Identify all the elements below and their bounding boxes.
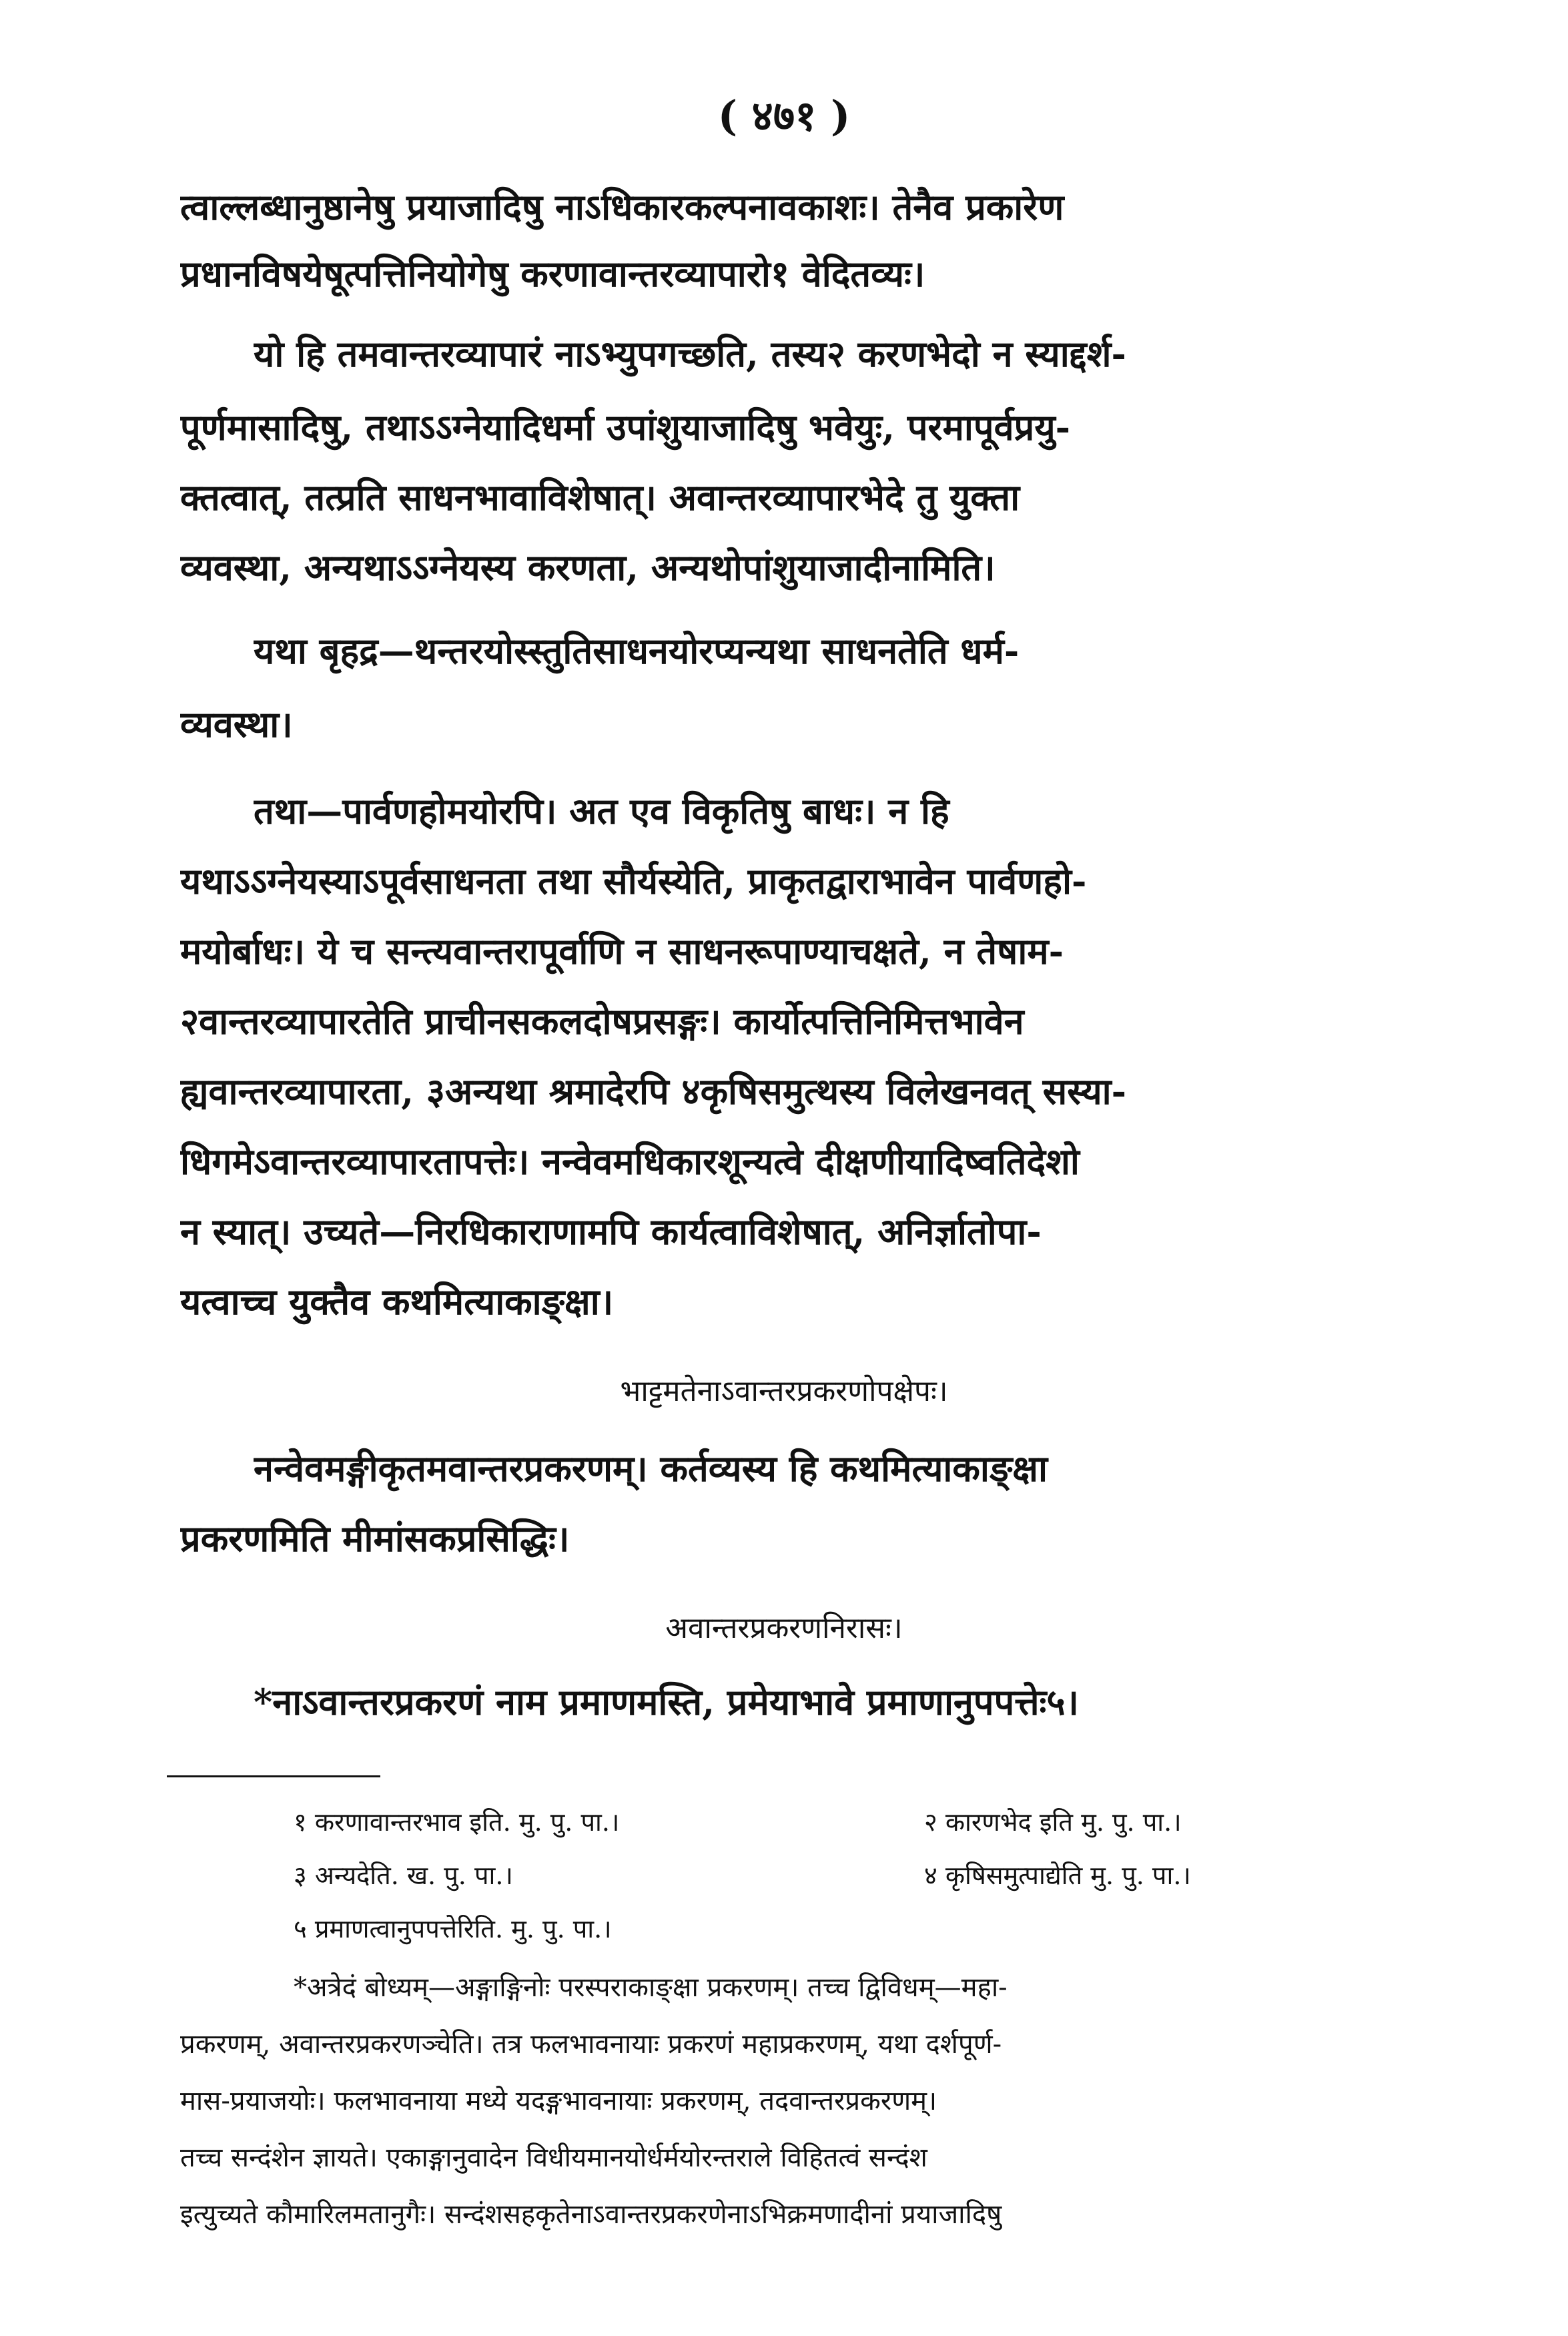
- footnote-separator: [167, 1775, 380, 1777]
- footnote: ३ अन्यदेति. ख. पु. पा.।: [294, 1861, 513, 1890]
- body-line: २वान्तरव्यापारतेति प्राचीनसकलदोषप्रसङ्गः। कार्योत्पत्तिनिमित्तभावेन: [180, 1000, 1024, 1043]
- body-line: पूर्णमासादिषु, तथाऽऽग्नेयादिधर्मा उपांशुयाजादिषु भवेयुः, परमापूर्वप्रयु-: [180, 406, 1071, 449]
- body-line: *नाऽवान्तरप्रकरणं नाम प्रमाणमस्ति, प्रमेयाभावे प्रमाणानुपपत्तेः५।: [254, 1681, 1080, 1723]
- footnote: ५ प्रमाणत्वानुपपत्तेरिति. मु. पु. पा.।: [294, 1914, 612, 1944]
- body-line: मयोर्बाधः। ये च सन्त्यवान्तरापूर्वाणि न साधनरूपाण्याचक्षते, न तेषाम-: [180, 930, 1064, 972]
- body-line: यथाऽऽग्नेयस्याऽपूर्वसाधनता तथा सौर्यस्येति, प्राकृतद्वाराभावेन पार्वणहो-: [180, 860, 1087, 902]
- body-line: प्रकरणमिति मीमांसकप्रसिद्धिः।: [180, 1517, 570, 1560]
- body-line: यथा बृहद्र—थन्तरयोस्स्तुतिसाधनयोरप्यन्यथा साधनतेति धर्म-: [254, 629, 1020, 672]
- footnote: २ कारणभेद इति मु. पु. पा.।: [924, 1807, 1182, 1837]
- note-line: *अत्रेदं बोध्यम्—अङ्गाङ्गिनोः परस्पराकाङ्क्षा प्रकरणम्। तच्च द्विविधम्—महा-: [294, 1972, 1008, 2003]
- body-line: धिगमेऽवान्तरव्यापारतापत्तेः। नन्वेवमधिकारशून्यत्वे दीक्षणीयादिष्वतिदेशो: [180, 1140, 1080, 1183]
- body-line: यत्वाच्च युक्तैव कथमित्याकाङ्क्षा।: [180, 1280, 614, 1323]
- body-line: यो हि तमवान्तरव्यापारं नाऽभ्युपगच्छति, तस्य२ करणभेदो न स्याद्दर्श-: [254, 332, 1126, 375]
- body-line: त्वाल्लब्धानुष्ठानेषु प्रयाजादिषु नाऽधिकारकल्पनावकाशः। तेनैव प्रकारेण: [180, 186, 1064, 228]
- footnote: १ करणावान्तरभाव इति. मु. पु. पा.।: [294, 1807, 620, 1837]
- page-number: ( ४७१ ): [717, 91, 851, 140]
- footnote: ४ कृषिसमुत्पाद्येति मु. पु. पा.।: [924, 1861, 1191, 1890]
- note-line: मास-प्रयाजयोः। फलभावनाया मध्ये यदङ्गभावनायाः प्रकरणम्, तदवान्तरप्रकरणम्।: [180, 2086, 937, 2116]
- body-line: प्रधानविषयेषूत्पत्तिनियोगेषु करणावान्तरव्यापारो१ वेदितव्यः।: [180, 252, 925, 295]
- body-line: क्तत्वात्, तत्प्रति साधनभावाविशेषात्। अवान्तरव्यापारभेदे तु युक्ता: [180, 476, 1020, 519]
- note-line: प्रकरणम्, अवान्तरप्रकरणञ्चेति। तत्र फलभावनायाः प्रकरणं महाप्रकरणम्, यथा दर्शपूर्ण-: [180, 2029, 1002, 2060]
- section-heading: अवान्तरप्रकरणनिरासः।: [665, 1611, 903, 1645]
- section-heading: भाट्टमतेनाऽवान्तरप्रकरणोपक्षेपः।: [620, 1374, 948, 1408]
- body-line: ह्यवान्तरव्यापारता, ३अन्यथा श्रमादेरपि ४कृषिसमुत्थस्य विलेखनवत् सस्या-: [180, 1070, 1127, 1113]
- body-line: तथा—पार्वणहोमयोरपि। अत एव विकृतिषु बाधः। न हि: [254, 790, 949, 832]
- body-line: न स्यात्। उच्यते—निरधिकाराणामपि कार्यत्वाविशेषात्, अनिर्ज्ञातोपा-: [180, 1210, 1042, 1253]
- body-line: व्यवस्था, अन्यथाऽऽग्नेयस्य करणता, अन्यथोपांशुयाजादीनामिति।: [180, 546, 996, 589]
- note-line: इत्युच्यते कौमारिलमतानुगैः। सन्दंशसहकृतेनाऽवान्तरप्रकरणेनाऽभिक्रमणादीनां प्रयाजादिषु: [180, 2199, 1002, 2230]
- note-line: तच्च सन्दंशेन ज्ञायते। एकाङ्गानुवादेन विधीयमानयोर्धर्मयोरन्तराले विहितत्वं सन्दंश: [180, 2142, 927, 2173]
- body-line: व्यवस्था।: [180, 703, 293, 746]
- body-line: नन्वेवमङ्गीकृतमवान्तरप्रकरणम्। कर्तव्यस्य हि कथमित्याकाङ्क्षा: [254, 1447, 1048, 1490]
